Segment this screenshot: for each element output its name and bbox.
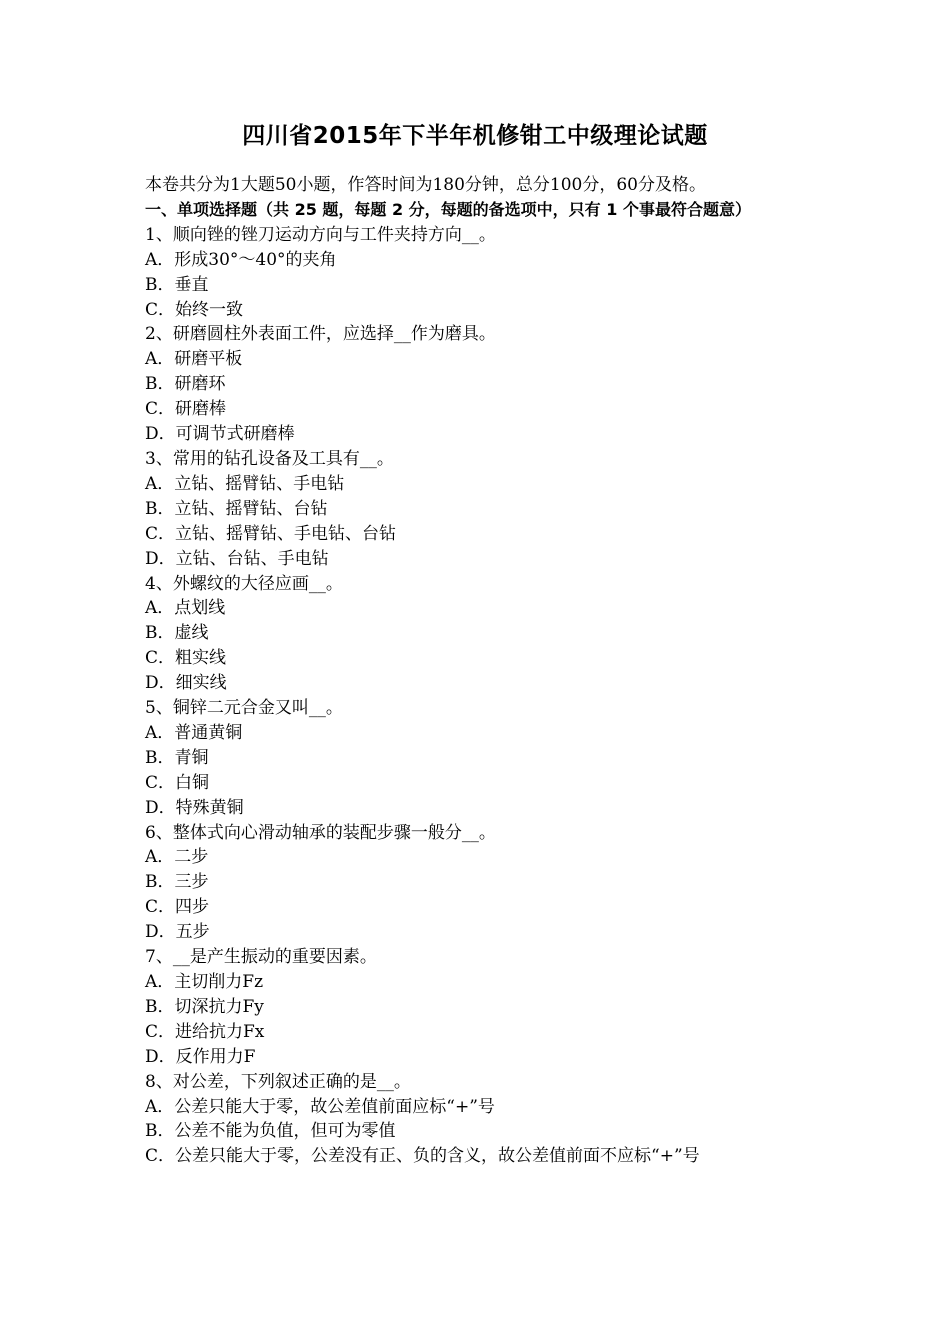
answer-option: D．五步 [145, 922, 210, 943]
answer-option: D．可调节式研磨棒 [145, 424, 295, 445]
answer-option: C．立钻、摇臂钻、手电钻、台钻 [145, 523, 397, 544]
answer-option: C．白铜 [145, 772, 210, 793]
question-item [145, 322, 815, 447]
answer-option: B．切深抗力Fy [145, 996, 264, 1017]
question-stem: 4、外螺纹的大径应画__。 [145, 573, 343, 594]
answer-option: D．反作用力F [145, 1046, 256, 1067]
question-stem: 7、__是产生振动的重要因素。 [145, 947, 377, 968]
answer-option: A．立钻、摇臂钻、手电钻 [145, 473, 345, 494]
question-item [145, 696, 815, 821]
question-item [145, 945, 815, 1070]
answer-option: A．普通黄铜 [145, 722, 243, 743]
question-item [145, 223, 815, 323]
question-list [145, 223, 815, 1169]
answer-option: A．点划线 [145, 598, 226, 619]
exam-intro: 本卷共分为1大题50小题，作答时间为180分钟，总分100分，60分及格。 [145, 175, 706, 195]
question-stem: 1、顺向锉的锉刀运动方向与工件夹持方向__。 [145, 224, 496, 245]
answer-option: B．研磨环 [145, 374, 226, 395]
answer-option: D．细实线 [145, 673, 227, 694]
answer-option: B．青铜 [145, 747, 209, 768]
answer-option: C．粗实线 [145, 648, 227, 669]
question-item [145, 447, 815, 572]
answer-option: A．形成30°～40°的夹角 [145, 249, 337, 270]
answer-option: B．三步 [145, 872, 209, 893]
answer-option: B．立钻、摇臂钻、台钻 [145, 498, 328, 519]
question-item [145, 821, 815, 946]
answer-option: A．主切削力Fz [145, 972, 264, 992]
question-item [145, 572, 815, 697]
answer-option: C．进给抗力Fx [145, 1021, 265, 1042]
answer-option: C．始终一致 [145, 299, 244, 320]
question-stem: 2、研磨圆柱外表面工件，应选择__作为磨具。 [145, 324, 496, 345]
answer-option: B．虚线 [145, 623, 209, 644]
section-heading: 一、单项选择题（共 25 题，每题 2 分，每题的备选项中，只有 1 个事最符合题意） [145, 199, 751, 219]
question-stem: 8、对公差，下列叙述正确的是__。 [145, 1071, 411, 1092]
answer-option: D．立钻、台钻、手电钻 [145, 548, 329, 569]
answer-option: B．垂直 [145, 274, 209, 295]
answer-option: B．公差不能为负值，但可为零值 [145, 1121, 396, 1142]
document-title: 四川省2015年下半年机修钳工中级理论试题 [242, 123, 708, 149]
document-body [145, 173, 815, 1169]
answer-option: A．公差只能大于零，故公差值前面应标“+”号 [145, 1096, 495, 1117]
question-stem: 6、整体式向心滑动轴承的装配步骤一般分__。 [145, 822, 496, 843]
answer-option: A．研磨平板 [145, 349, 243, 370]
answer-option: C．研磨棒 [145, 399, 227, 420]
question-item [145, 1070, 815, 1170]
question-stem: 5、铜锌二元合金又叫__。 [145, 698, 343, 719]
answer-option: D．特殊黄铜 [145, 797, 244, 818]
question-stem: 3、常用的钻孔设备及工具有__。 [145, 448, 394, 469]
answer-option: A．二步 [145, 847, 209, 868]
answer-option: C．公差只能大于零，公差没有正、负的含义，故公差值前面不应标“+”号 [145, 1146, 700, 1167]
answer-option: C．四步 [145, 897, 210, 918]
